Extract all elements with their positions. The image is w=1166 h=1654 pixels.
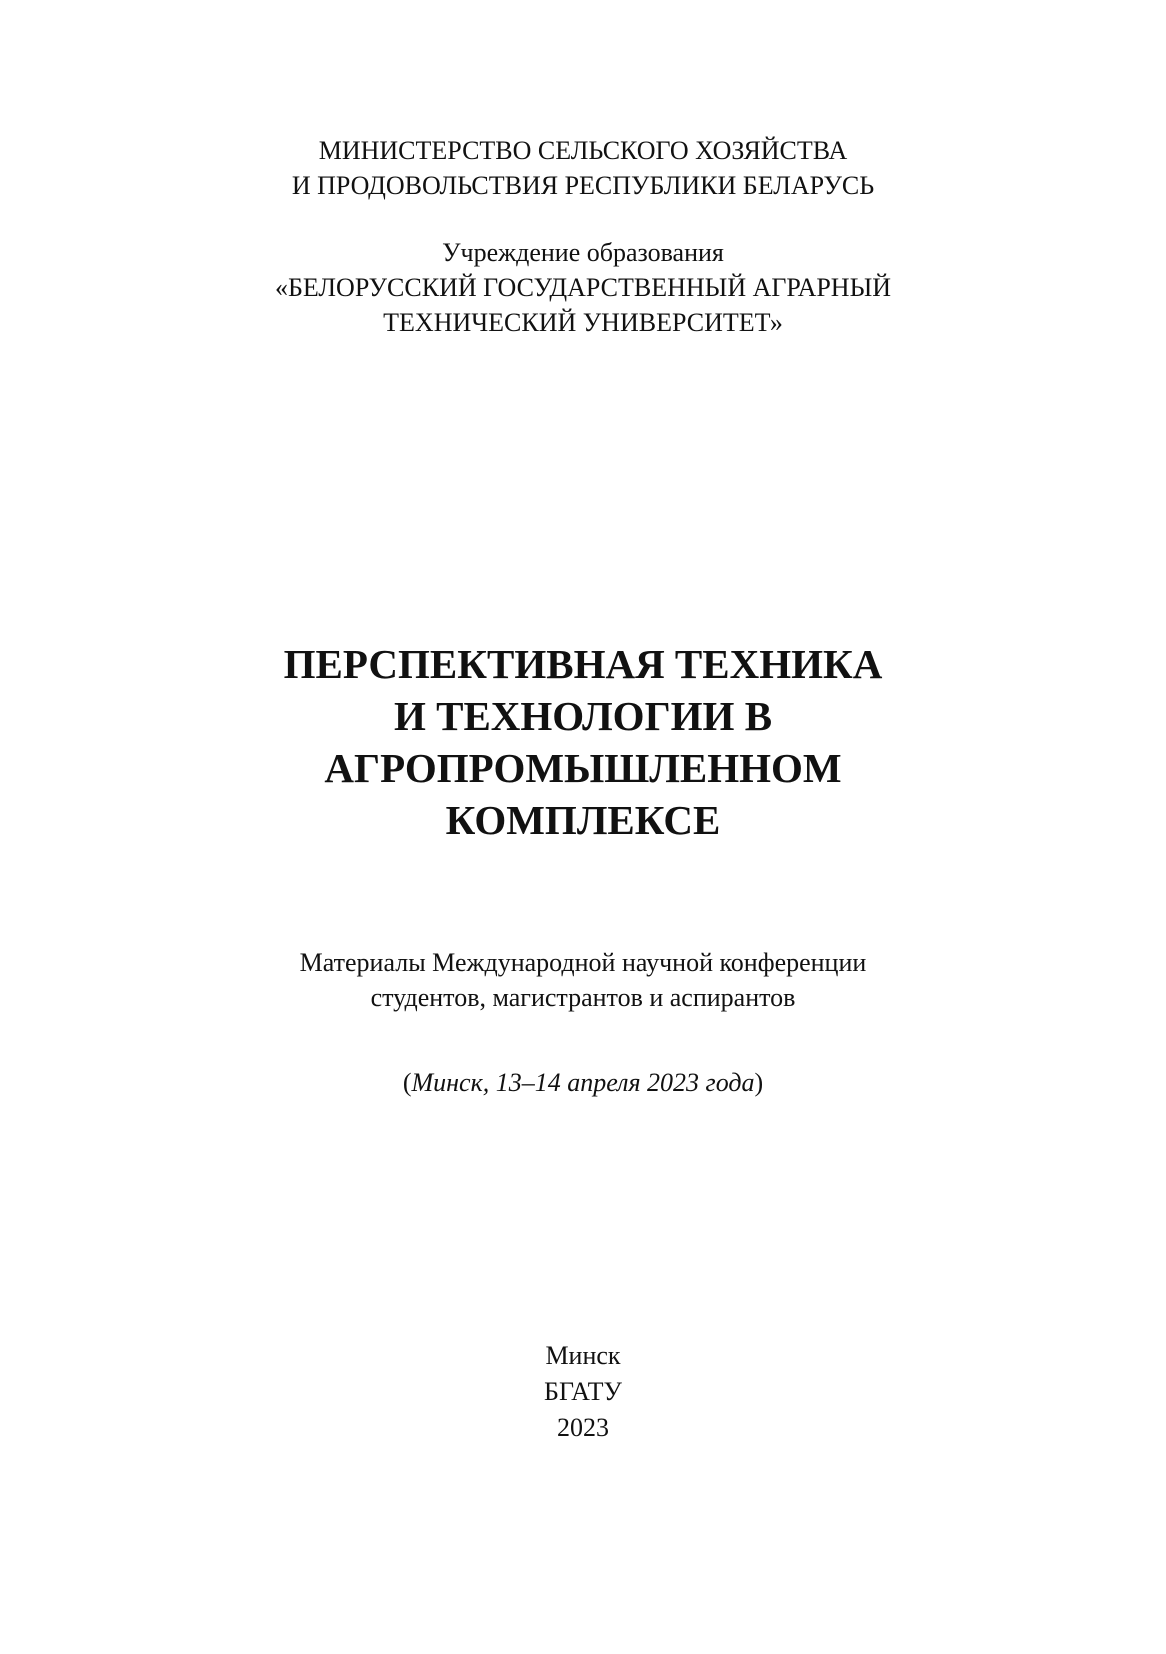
document-subtitle — [0, 945, 1166, 1015]
institution-line-2: «БЕЛОРУССКИЙ ГОСУДАРСТВЕННЫЙ АГРАРНЫЙ — [274, 273, 892, 302]
title-line-2: И ТЕХНОЛОГИИ В — [393, 693, 773, 739]
event-close-paren: ) — [754, 1068, 764, 1097]
document-title — [0, 638, 1166, 846]
imprint-year: 2023 — [557, 1413, 609, 1442]
imprint-publisher: БГАТУ — [544, 1377, 622, 1406]
institution-line-1: Учреждение образования — [442, 238, 724, 267]
institution-heading — [0, 235, 1166, 340]
imprint — [0, 1338, 1166, 1446]
title-line-4: КОМПЛЕКСЕ — [445, 797, 721, 843]
ministry-heading — [0, 133, 1166, 203]
event-open-paren: ( — [402, 1068, 412, 1097]
ministry-line-2: И ПРОДОВОЛЬСТВИЯ РЕСПУБЛИКИ БЕЛАРУСЬ — [291, 171, 875, 200]
event-place-date — [0, 1065, 1166, 1100]
event-details: Минск, 13–14 апреля 2023 года — [411, 1068, 755, 1097]
title-line-1: ПЕРСПЕКТИВНАЯ ТЕХНИКА — [283, 641, 883, 687]
institution-line-3: ТЕХНИЧЕСКИЙ УНИВЕРСИТЕТ» — [383, 308, 783, 337]
imprint-city: Минск — [545, 1341, 621, 1370]
event-line — [0, 1065, 1166, 1100]
ministry-line-1: МИНИСТЕРСТВО СЕЛЬСКОГО ХОЗЯЙСТВА — [318, 136, 848, 165]
subtitle-line-1: Материалы Международной научной конференции — [299, 948, 867, 977]
title-line-3: АГРОПРОМЫШЛЕННОМ — [324, 745, 842, 791]
subtitle-line-2: студентов, магистрантов и аспирантов — [370, 983, 796, 1012]
